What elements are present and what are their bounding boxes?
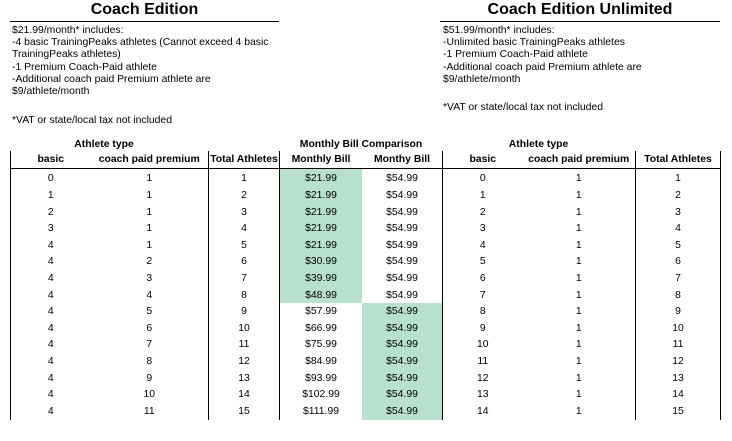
basic-count-cell: 1 [11,187,91,204]
table-row [280,237,442,254]
total-athletes-cell: 7 [636,270,721,287]
total-athletes-cell: 3 [209,204,280,221]
table-row [280,220,442,237]
premium-count-cell: 1 [575,306,582,318]
unlimited-bill-cell: $54.99 [386,189,418,201]
coach-edition-bill-cell: $84.99 [305,355,337,367]
table-row [280,204,442,221]
column-header: Total Athletes [636,151,721,168]
table-row [280,168,442,187]
desc-line: $9/athlete/month [12,86,90,98]
coach-edition-bill-cell: $48.99 [280,287,362,304]
basic-count-cell: 4 [11,237,91,254]
total-athletes-cell: 2 [209,187,280,204]
total-athletes-cell: 3 [636,204,721,221]
title-divider-right [440,21,720,22]
table-row [443,168,721,187]
total-athletes-cell: 8 [209,287,280,304]
desc-line: $9/athlete/month [443,73,521,85]
table-row [280,370,442,387]
table-row [11,237,280,254]
table-row [11,370,280,387]
total-athletes-cell: 12 [636,353,721,370]
table-row [280,386,442,403]
table-row [280,353,442,370]
unlimited-bill-cell: $54.99 [362,403,442,420]
table-row [443,303,721,320]
total-athletes-cell: 14 [636,386,721,403]
total-athletes-cell: 15 [636,403,721,420]
table-row [443,353,721,370]
premium-count-cell: 1 [575,289,582,301]
column-header: basic [11,151,91,168]
total-athletes-cell: 6 [209,254,280,271]
basic-count-cell: 14 [443,403,523,420]
table-row [11,270,280,287]
premium-count-cell: 10 [143,389,156,401]
basic-count-cell: 2 [11,204,91,221]
coach-edition-bill-cell: $93.99 [305,372,337,384]
total-athletes-cell: 7 [209,270,280,287]
table-row [11,353,280,370]
basic-count-cell: 4 [443,237,523,254]
table-row [443,220,721,237]
basic-count-cell: 3 [443,220,523,237]
premium-count-cell: 1 [575,189,582,201]
basic-count-cell: 4 [11,254,91,271]
total-athletes-cell: 14 [209,386,280,403]
premium-count-cell: 1 [575,322,582,334]
coach-edition-unlimited-description [443,25,728,86]
total-athletes-cell: 6 [636,254,721,271]
table-row [11,287,280,304]
table-row [280,287,442,304]
coach-edition-title: Coach Edition [90,1,199,18]
table-row [443,237,721,254]
premium-count-cell: 9 [146,372,153,384]
table-row [280,254,442,271]
coach-edition-unlimited-athlete-table [442,151,721,420]
table-row [280,303,442,320]
coach-edition-bill-cell: $111.99 [302,405,340,417]
table-row [443,403,721,420]
unlimited-bill-cell: $54.99 [386,289,418,301]
coach-edition-bill-cell: $21.99 [280,237,362,254]
table-row [11,220,280,237]
unlimited-bill-cell: $54.99 [386,206,418,218]
coach-edition-bill-cell: $21.99 [280,168,362,187]
premium-count-cell: 3 [146,272,153,284]
table-row [11,403,280,420]
table-row [443,187,721,204]
table-row [443,337,721,354]
basic-count-cell: 0 [11,168,91,187]
table-header-row [11,151,280,168]
basic-count-cell: 11 [443,353,523,370]
unlimited-bill-cell: $54.99 [362,370,442,387]
total-athletes-cell: 4 [636,220,721,237]
premium-count-cell: 1 [575,256,582,268]
basic-count-cell: 4 [11,403,91,420]
unlimited-bill-cell: $54.99 [362,320,442,337]
coach-edition-bill-cell: $21.99 [280,204,362,221]
premium-count-cell: 1 [575,239,582,251]
table-row [443,287,721,304]
premium-count-cell: 11 [143,405,155,417]
basic-count-cell: 3 [11,220,91,237]
total-athletes-cell: 2 [636,187,721,204]
total-athletes-cell: 15 [209,403,280,420]
table-row [11,254,280,271]
premium-count-cell: 1 [575,339,582,351]
coach-edition-bill-cell: $57.99 [305,306,337,318]
tax-note-left: *VAT or state/local tax not included [12,115,172,126]
basic-count-cell: 8 [443,303,523,320]
desc-line: $21.99/month* includes: [12,25,124,36]
table-row [280,187,442,204]
basic-count-cell: 7 [443,287,523,304]
desc-line: -4 basic TrainingPeaks athletes (Cannot exceed 4 basic [12,37,269,49]
coach-edition-bill-cell: $102.99 [302,389,340,401]
basic-count-cell: 4 [11,287,91,304]
basic-count-cell: 4 [11,370,91,387]
unlimited-bill-cell: $54.99 [362,353,442,370]
table-row [280,320,442,337]
premium-count-cell: 6 [146,322,153,334]
unlimited-bill-cell: $54.99 [386,173,418,185]
total-athletes-cell: 4 [209,220,280,237]
desc-line: -Additional coach paid Premium athlete are [443,61,642,73]
column-header: coach paid premium [91,151,209,168]
basic-count-cell: 12 [443,370,523,387]
premium-count-cell: 1 [575,272,582,284]
table-row [11,386,280,403]
premium-count-cell: 1 [575,206,582,218]
table-row [11,187,280,204]
column-header: basic [443,151,523,168]
desc-line: $51.99/month* includes: [443,25,555,36]
total-athletes-cell: 10 [209,320,280,337]
coach-edition-bill-cell: $75.99 [305,339,337,351]
table-row [280,403,442,420]
total-athletes-cell: 9 [209,303,280,320]
premium-count-cell: 1 [575,223,582,235]
basic-count-cell: 5 [443,254,523,271]
table-header-row [443,151,721,168]
premium-count-cell: 1 [146,223,153,235]
total-athletes-cell: 1 [636,168,721,187]
tax-note-right: *VAT or state/local tax not included [443,102,603,113]
premium-count-cell: 1 [146,189,153,201]
unlimited-bill-cell: $54.99 [362,303,442,320]
desc-line: -Additional coach paid Premium athlete are [12,73,211,85]
premium-count-cell: 1 [146,173,153,185]
table-row [443,204,721,221]
desc-line: -Unlimited basic TrainingPeaks athletes [443,37,625,49]
basic-count-cell: 6 [443,270,523,287]
table-row [11,204,280,221]
premium-count-cell: 1 [575,389,582,401]
total-athletes-cell: 13 [209,370,280,387]
table-row [11,320,280,337]
table-row [11,168,280,187]
coach-edition-athlete-table [10,151,280,420]
table-row [443,270,721,287]
monthly-bill-comparison-table [280,151,442,420]
unlimited-bill-cell: $54.99 [386,256,418,268]
basic-count-cell: 4 [11,320,91,337]
coach-edition-unlimited-title: Coach Edition Unlimited [487,1,673,18]
desc-line: TrainingPeaks athletes) [12,49,121,61]
total-athletes-cell: 8 [636,287,721,304]
total-athletes-cell: 13 [636,370,721,387]
basic-count-cell: 4 [11,386,91,403]
coach-edition-description [12,25,297,98]
table-row [280,270,442,287]
total-athletes-cell: 11 [636,337,721,354]
table-row [443,320,721,337]
monthly-bill-comparison-label: Monthly Bill Comparison [299,139,423,150]
basic-count-cell: 10 [443,337,523,354]
premium-count-cell: 7 [146,339,153,351]
column-header: Monthy Bill [362,151,442,168]
unlimited-bill-cell: $54.99 [386,223,418,235]
total-athletes-cell: 9 [636,303,721,320]
table-row [443,254,721,271]
athlete-type-label-left: Athlete type [74,139,134,150]
table-row [11,303,280,320]
premium-count-cell: 1 [575,405,582,417]
premium-count-cell: 1 [146,206,153,218]
total-athletes-cell: 10 [636,320,721,337]
desc-line: -1 Premium Coach-Paid athlete [12,61,157,73]
total-athletes-cell: 1 [209,168,280,187]
premium-count-cell: 2 [146,256,153,268]
premium-count-cell: 4 [146,289,153,301]
coach-edition-bill-cell: $30.99 [280,254,362,271]
unlimited-bill-cell: $54.99 [386,239,418,251]
column-header: Total Athletes [209,151,280,168]
unlimited-bill-cell: $54.99 [362,337,442,354]
total-athletes-cell: 11 [209,337,280,354]
premium-count-cell: 8 [146,355,153,367]
title-divider-left [10,21,279,22]
premium-count-cell: 1 [575,372,582,384]
total-athletes-cell: 5 [636,237,721,254]
basic-count-cell: 13 [443,386,523,403]
table-header-row [280,151,442,168]
coach-edition-bill-cell: $39.99 [280,270,362,287]
coach-edition-bill-cell: $66.99 [305,322,337,334]
basic-count-cell: 1 [443,187,523,204]
table-row [443,370,721,387]
total-athletes-cell: 12 [209,353,280,370]
basic-count-cell: 2 [443,204,523,221]
premium-count-cell: 1 [575,173,582,185]
unlimited-bill-cell: $54.99 [386,272,418,284]
table-row [443,386,721,403]
premium-count-cell: 1 [575,355,582,367]
table-row [11,337,280,354]
column-header: coach paid premium [523,151,636,168]
basic-count-cell: 4 [11,353,91,370]
coach-edition-bill-cell: $21.99 [280,187,362,204]
basic-count-cell: 4 [11,303,91,320]
table-row [280,337,442,354]
basic-count-cell: 0 [443,168,523,187]
athlete-type-label-right: Athlete type [508,139,569,150]
column-header: Monthly Bill [280,151,362,168]
total-athletes-cell: 5 [209,237,280,254]
basic-count-cell: 4 [11,337,91,354]
premium-count-cell: 1 [146,239,153,251]
unlimited-bill-cell: $54.99 [362,386,442,403]
coach-edition-bill-cell: $21.99 [280,220,362,237]
basic-count-cell: 9 [443,320,523,337]
premium-count-cell: 5 [146,306,153,318]
basic-count-cell: 4 [11,270,91,287]
desc-line: -1 Premium Coach-Paid athlete [443,49,588,61]
